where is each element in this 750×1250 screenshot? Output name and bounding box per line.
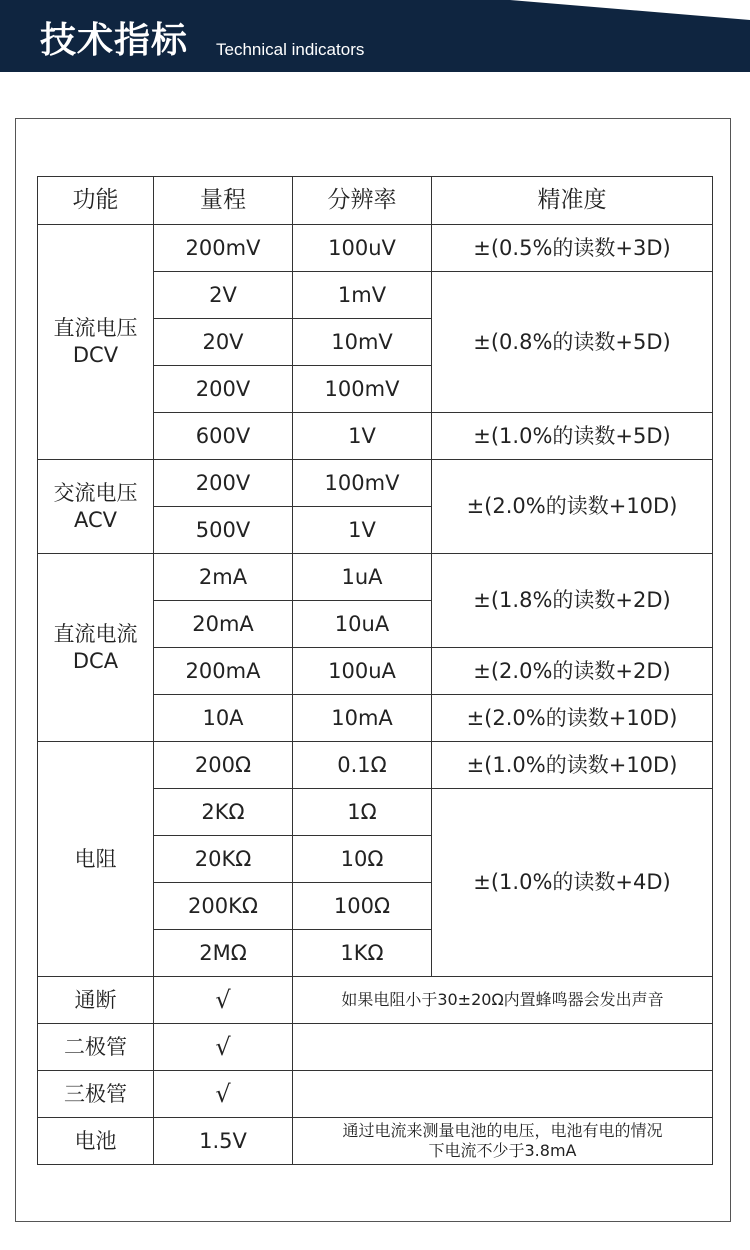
note-cell: 如果电阻小于30±20Ω内置蜂鸣器会发出声音 <box>293 977 713 1024</box>
range-cell: 2V <box>154 272 293 319</box>
accuracy-cell: ±(1.8%的读数+2D) <box>432 554 713 648</box>
table-row <box>38 1071 713 1118</box>
function-cell-acv <box>38 460 154 554</box>
note-line: 下电流不少于3.8mA <box>428 1141 577 1160</box>
function-label-cn: 直流电压 <box>53 316 138 340</box>
header-accuracy: 精准度 <box>432 177 713 225</box>
range-cell: 2KΩ <box>154 789 293 836</box>
check-mark-icon: √ <box>154 977 293 1024</box>
range-cell: 10A <box>154 695 293 742</box>
resolution-cell: 100Ω <box>293 883 432 930</box>
note-cell <box>293 1118 713 1165</box>
resolution-cell: 10uA <box>293 601 432 648</box>
resolution-cell: 1Ω <box>293 789 432 836</box>
function-cell-diode: 二极管 <box>38 1024 154 1071</box>
table-row <box>38 460 713 507</box>
range-cell: 1.5V <box>154 1118 293 1165</box>
resolution-cell: 100mV <box>293 460 432 507</box>
accuracy-cell: ±(0.5%的读数+3D) <box>432 225 713 272</box>
table-row <box>38 1118 713 1165</box>
accuracy-cell: ±(0.8%的读数+5D) <box>432 272 713 413</box>
resolution-cell: 100uV <box>293 225 432 272</box>
range-cell: 20mA <box>154 601 293 648</box>
function-label-en: DCA <box>72 648 119 673</box>
check-mark-icon: √ <box>154 1071 293 1118</box>
range-cell: 200mA <box>154 648 293 695</box>
resolution-cell: 10mA <box>293 695 432 742</box>
accuracy-cell: ±(2.0%的读数+10D) <box>432 695 713 742</box>
range-cell: 600V <box>154 413 293 460</box>
accuracy-cell: ±(2.0%的读数+2D) <box>432 648 713 695</box>
resolution-cell: 0.1Ω <box>293 742 432 789</box>
range-cell: 2mA <box>154 554 293 601</box>
header-resolution: 分辨率 <box>293 177 432 225</box>
function-label-en: DCV <box>72 343 119 367</box>
header-function: 功能 <box>38 177 154 225</box>
resolution-cell: 1mV <box>293 272 432 319</box>
range-cell: 20KΩ <box>154 836 293 883</box>
table-header-row <box>38 177 713 225</box>
range-cell: 200KΩ <box>154 883 293 930</box>
note-cell-empty <box>293 1071 713 1118</box>
header-banner <box>0 0 750 72</box>
page-title: 技术指标 <box>40 20 189 61</box>
resolution-cell: 1KΩ <box>293 930 432 977</box>
accuracy-cell: ±(1.0%的读数+5D) <box>432 413 713 460</box>
note-line: 通过电流来测量电池的电压，电池有电的情况 <box>342 1121 663 1140</box>
range-cell: 200Ω <box>154 742 293 789</box>
resolution-cell: 1V <box>293 413 432 460</box>
range-cell: 200mV <box>154 225 293 272</box>
function-cell-dca <box>38 554 154 742</box>
range-cell: 2MΩ <box>154 930 293 977</box>
accuracy-cell: ±(1.0%的读数+4D) <box>432 789 713 977</box>
function-label-cn: 交流电压 <box>53 480 138 505</box>
function-cell-transistor: 三极管 <box>38 1071 154 1118</box>
banner-slope-decoration <box>510 0 750 20</box>
note-cell-empty <box>293 1024 713 1071</box>
resolution-cell: 1uA <box>293 554 432 601</box>
table-row <box>38 977 713 1024</box>
accuracy-cell: ±(1.0%的读数+10D) <box>432 742 713 789</box>
resolution-cell: 10Ω <box>293 836 432 883</box>
range-cell: 200V <box>154 366 293 413</box>
table-row <box>38 742 713 789</box>
function-cell-continuity: 通断 <box>38 977 154 1024</box>
header-range: 量程 <box>154 177 293 225</box>
function-cell-dcv <box>38 225 154 460</box>
table-row <box>38 554 713 601</box>
range-cell: 500V <box>154 507 293 554</box>
function-label-en: ACV <box>73 507 118 532</box>
function-cell-battery: 电池 <box>38 1118 154 1165</box>
check-mark-icon: √ <box>154 1024 293 1071</box>
function-cell-resistance: 电阻 <box>38 742 154 977</box>
resolution-cell: 100mV <box>293 366 432 413</box>
resolution-cell: 100uA <box>293 648 432 695</box>
function-label-cn: 直流电流 <box>53 621 138 646</box>
accuracy-cell: ±(2.0%的读数+10D) <box>432 460 713 554</box>
resolution-cell: 10mV <box>293 319 432 366</box>
page-subtitle: Technical indicators <box>216 40 365 59</box>
table-row <box>38 1024 713 1071</box>
table-row <box>38 225 713 272</box>
resolution-cell: 1V <box>293 507 432 554</box>
range-cell: 20V <box>154 319 293 366</box>
spec-table <box>37 176 713 1165</box>
range-cell: 200V <box>154 460 293 507</box>
